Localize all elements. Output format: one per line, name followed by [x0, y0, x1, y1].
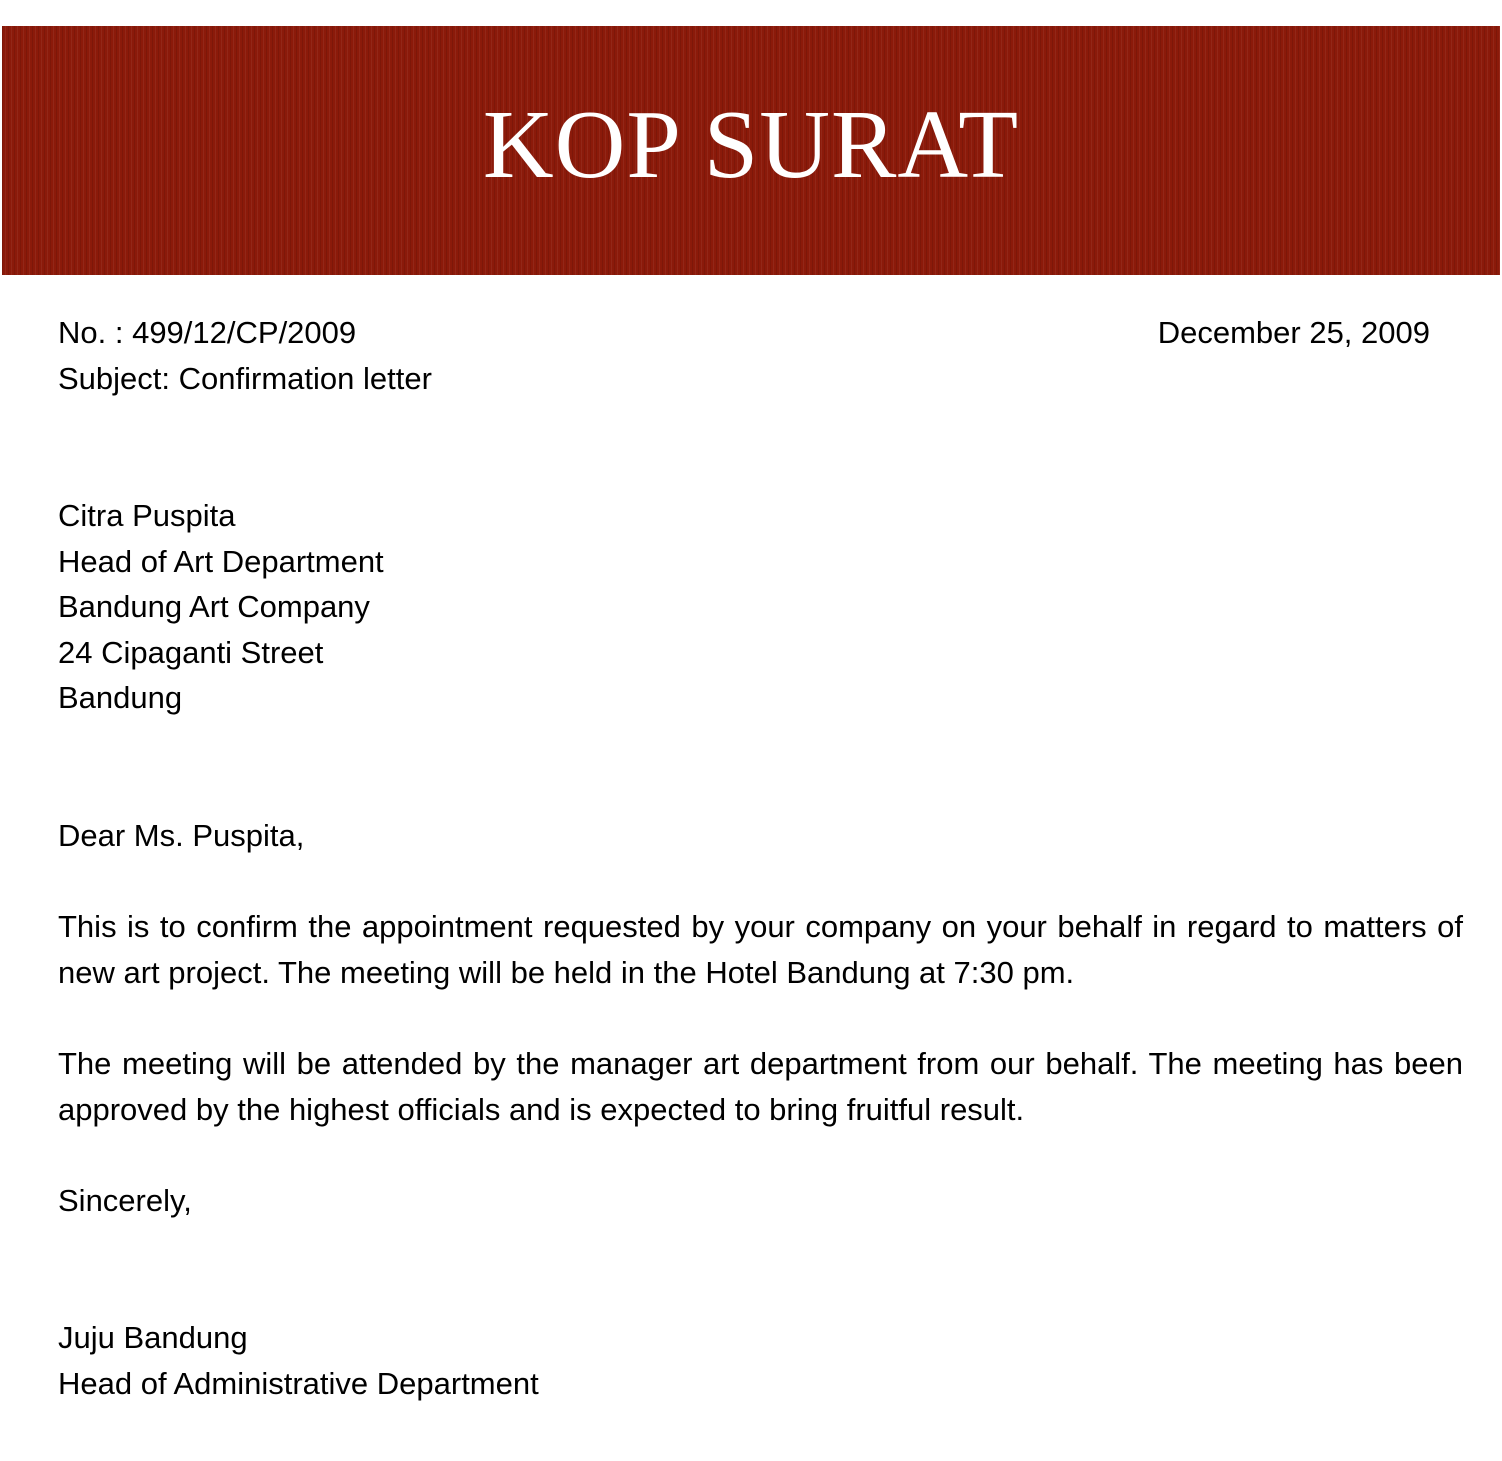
sender-position: Head of Administrative Department [58, 1366, 539, 1401]
letter-date: December 25, 2009 [1157, 315, 1430, 350]
letter-number: No. : 499/12/CP/2009 [58, 315, 357, 350]
letterhead-banner [2, 26, 1500, 275]
recipient-street: 24 Cipaganti Street [58, 635, 324, 670]
recipient-name: Citra Puspita [58, 498, 236, 533]
letter-subject: Subject: Confirmation letter [58, 361, 432, 396]
salutation: Dear Ms. Puspita, [58, 818, 305, 853]
body-paragraph-2: The meeting will be attended by the manager art department from our behalf. The meeting has been approved by the highest officials and is expected to bring fruitful result. [58, 1046, 1463, 1127]
closing: Sincerely, [58, 1183, 192, 1218]
sender-name: Juju Bandung [58, 1320, 248, 1355]
body-paragraph-1: This is to confirm the appointment requested by your company on your behalf in regard to matters of new art project. The meeting will be held in the Hotel Bandung at 7:30 pm. [58, 909, 1463, 990]
letterhead-title: KOP SURAT [482, 91, 1020, 199]
recipient-company: Bandung Art Company [58, 589, 370, 624]
recipient-position: Head of Art Department [58, 544, 384, 579]
recipient-city: Bandung [58, 680, 183, 715]
